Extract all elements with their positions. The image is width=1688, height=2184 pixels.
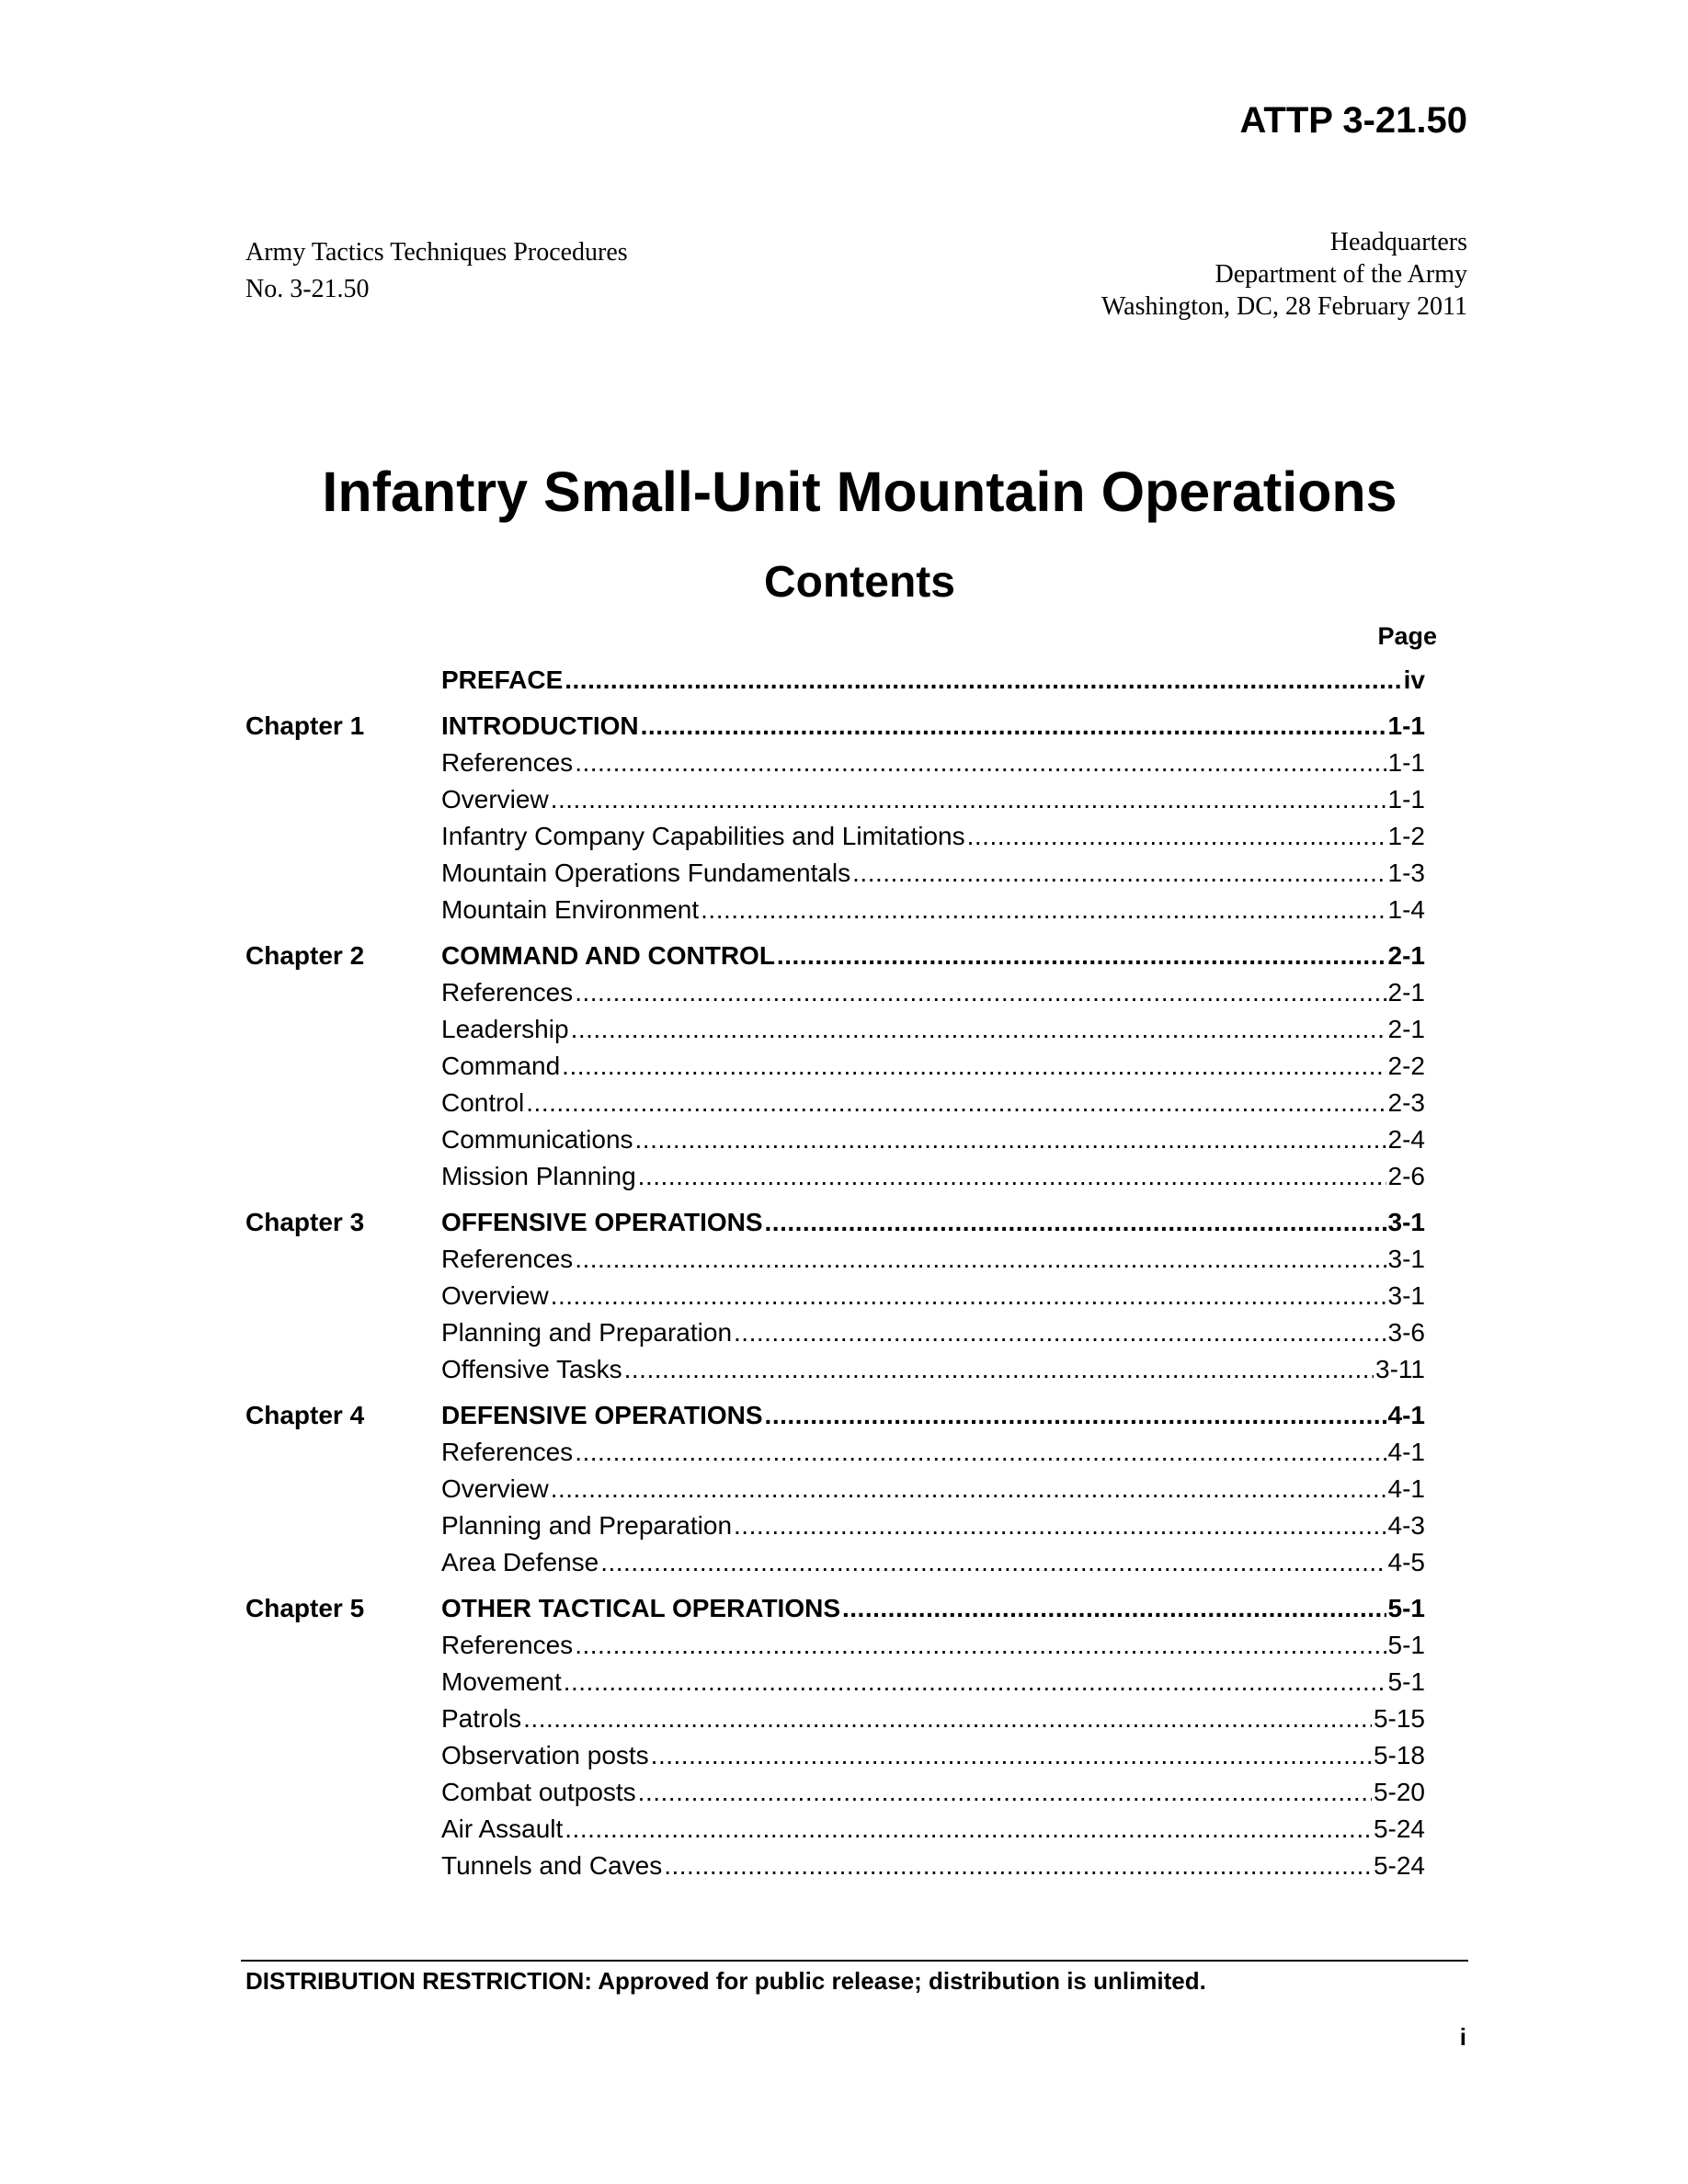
issuer-line-1: Headquarters <box>1329 228 1467 256</box>
toc-entry-title: Air Assault <box>441 1814 564 1843</box>
toc-entry-title: Tunnels and Caves <box>441 1851 663 1880</box>
toc-entry-title: References <box>441 978 574 1007</box>
toc-entry-page: 4-3 <box>1387 1511 1425 1540</box>
toc-entry-title: Patrols <box>441 1704 522 1733</box>
toc-entry-page: 5-1 <box>1387 1667 1425 1696</box>
toc-entry-title: Infantry Company Capabilities and Limitations <box>441 822 965 850</box>
toc-entry-page: 4-1 <box>1387 1474 1425 1503</box>
toc-entry-row[interactable] <box>245 1121 1425 1158</box>
toc-chapter-label: Chapter 5 <box>245 1594 365 1622</box>
toc-dot-leader <box>852 855 1386 892</box>
toc-dot-leader <box>765 1397 1386 1434</box>
toc-chapter-label: Chapter 1 <box>245 711 365 740</box>
toc-entry-row[interactable] <box>245 1737 1425 1774</box>
toc-chapter-row[interactable] <box>245 938 1425 974</box>
toc-entry-page: 2-6 <box>1387 1162 1425 1190</box>
toc-entry-title: COMMAND AND CONTROL <box>441 941 775 970</box>
toc-dot-leader <box>641 708 1386 745</box>
toc-entry-title: Leadership <box>441 1015 569 1043</box>
toc-chapter-row[interactable] <box>245 1397 1425 1434</box>
toc-entry-page: 3-1 <box>1387 1208 1425 1236</box>
toc-entry-title: Offensive Tasks <box>441 1355 622 1383</box>
toc-entry-row[interactable] <box>245 818 1425 855</box>
publication-type: Army Tactics Techniques Procedures <box>245 238 628 267</box>
toc-dot-leader <box>526 1085 1386 1121</box>
toc-entry-row[interactable] <box>245 1848 1425 1884</box>
toc-entry-page: 5-24 <box>1373 1851 1425 1880</box>
toc-entry-title: Planning and Preparation <box>441 1511 733 1540</box>
toc-entry-page: 2-1 <box>1387 941 1425 970</box>
toc-entry-row[interactable] <box>245 1544 1425 1581</box>
toc-entry-row[interactable] <box>245 1664 1425 1701</box>
distribution-restriction: DISTRIBUTION RESTRICTION: Approved for public release; distribution is unlimited. <box>245 1967 1206 1995</box>
toc-chapter-label: Chapter 4 <box>245 1401 365 1429</box>
toc-dot-leader <box>575 1241 1386 1278</box>
toc-entry-page: 2-1 <box>1387 978 1425 1007</box>
toc-entry-title: DEFENSIVE OPERATIONS <box>441 1401 763 1429</box>
toc-dot-leader <box>842 1590 1386 1627</box>
toc-dot-leader <box>575 974 1386 1011</box>
toc-entry-title: Overview <box>441 1281 549 1310</box>
toc-dot-leader <box>565 662 1401 699</box>
toc-entry-title: Control <box>441 1088 525 1117</box>
toc-entry-row[interactable] <box>245 1701 1425 1737</box>
toc-entry-row[interactable] <box>245 745 1425 781</box>
toc-entry-page: 3-11 <box>1375 1355 1425 1383</box>
toc-entry-title: References <box>441 1245 574 1273</box>
toc-entry-title: Overview <box>441 785 549 813</box>
toc-dot-leader <box>701 892 1386 928</box>
toc-entry-row[interactable] <box>245 1471 1425 1507</box>
toc-entry-page: 4-1 <box>1387 1401 1425 1429</box>
toc-chapter-row[interactable] <box>245 708 1425 745</box>
toc-dot-leader <box>734 1507 1386 1544</box>
toc-dot-leader <box>551 1278 1386 1314</box>
toc-dot-leader <box>575 1434 1386 1471</box>
toc-group <box>245 662 1425 699</box>
toc-entry-page: 4-1 <box>1387 1438 1425 1466</box>
contents-heading: Contents <box>764 558 955 607</box>
toc-entry-page: 2-2 <box>1387 1052 1425 1080</box>
toc-entry-title: PREFACE <box>441 665 564 694</box>
toc-dot-leader <box>967 818 1386 855</box>
toc-entry-page: 3-1 <box>1387 1281 1425 1310</box>
page-column-label: Page <box>1377 622 1437 650</box>
toc-entry-page: 5-20 <box>1373 1778 1425 1806</box>
toc-entry-page: 1-3 <box>1387 859 1425 887</box>
toc-dot-leader <box>564 1664 1386 1701</box>
toc-entry-page: 5-1 <box>1387 1594 1425 1622</box>
toc-entry-page: 5-24 <box>1373 1814 1425 1843</box>
toc-group <box>245 1204 1425 1388</box>
toc-dot-leader <box>575 1627 1386 1664</box>
toc-entry-row[interactable] <box>245 974 1425 1011</box>
toc-dot-leader <box>635 1121 1386 1158</box>
toc-entry-title: Area Defense <box>441 1548 599 1576</box>
toc-entry-page: 3-6 <box>1387 1318 1425 1347</box>
toc-group <box>245 1397 1425 1581</box>
toc-entry-title: References <box>441 1438 574 1466</box>
toc-entry-row[interactable] <box>245 1774 1425 1811</box>
toc-entry-page: 5-1 <box>1387 1631 1425 1659</box>
toc-entry-page: iv <box>1403 665 1425 694</box>
toc-entry-title: Planning and Preparation <box>441 1318 733 1347</box>
issuer-line-2: Department of the Army <box>1215 260 1467 289</box>
toc-entry-row[interactable] <box>245 1627 1425 1664</box>
issuer-line-3: Washington, DC, 28 February 2011 <box>1101 292 1467 321</box>
toc-entry-title: References <box>441 748 574 777</box>
toc-dot-leader <box>523 1701 1372 1737</box>
toc-entry-row[interactable] <box>245 1811 1425 1848</box>
publication-info <box>245 234 628 308</box>
toc-entry-title: Observation posts <box>441 1741 649 1769</box>
toc-dot-leader <box>562 1048 1386 1085</box>
toc-entry-title: OTHER TACTICAL OPERATIONS <box>441 1594 840 1622</box>
toc-entry-page: 5-15 <box>1373 1704 1425 1733</box>
toc-entry-page: 1-1 <box>1387 711 1425 740</box>
toc-entry-row[interactable] <box>245 1158 1425 1195</box>
toc-chapter-row[interactable] <box>245 1204 1425 1241</box>
toc-entry-row[interactable] <box>245 1048 1425 1085</box>
page-number: i <box>1459 2023 1466 2051</box>
toc-group <box>245 938 1425 1195</box>
toc-dot-leader <box>664 1848 1372 1884</box>
toc-entry-title: INTRODUCTION <box>441 711 639 740</box>
toc-entry-page: 2-1 <box>1387 1015 1425 1043</box>
toc-entry-title: Command <box>441 1052 561 1080</box>
toc-entry-title: Mission Planning <box>441 1162 636 1190</box>
toc-entry-title: Overview <box>441 1474 549 1503</box>
toc-entry-page: 1-1 <box>1387 785 1425 813</box>
footer-divider <box>241 1960 1468 1962</box>
toc-dot-leader <box>638 1158 1386 1195</box>
toc-dot-leader <box>638 1774 1372 1811</box>
toc-entry-row[interactable] <box>245 1434 1425 1471</box>
toc-chapter-row[interactable] <box>245 662 1425 699</box>
toc-dot-leader <box>600 1544 1386 1581</box>
toc-entry-row[interactable] <box>245 1085 1425 1121</box>
document-id: ATTP 3-21.50 <box>1239 100 1467 141</box>
toc-entry-row[interactable] <box>245 781 1425 818</box>
toc-dot-leader <box>624 1351 1374 1388</box>
issuer-info <box>1101 226 1467 323</box>
toc-entry-page: 2-3 <box>1387 1088 1425 1117</box>
toc-entry-title: References <box>441 1631 574 1659</box>
toc-group <box>245 1590 1425 1884</box>
toc-dot-leader <box>571 1011 1386 1048</box>
toc-chapter-label: Chapter 3 <box>245 1208 365 1236</box>
toc-entry-title: Mountain Operations Fundamentals <box>441 859 851 887</box>
toc-entry-row[interactable] <box>245 1011 1425 1048</box>
toc-dot-leader <box>651 1737 1372 1774</box>
toc-dot-leader <box>765 1204 1386 1241</box>
toc-entry-title: Combat outposts <box>441 1778 636 1806</box>
toc-chapter-label: Chapter 2 <box>245 941 365 970</box>
toc-dot-leader <box>734 1314 1386 1351</box>
toc-entry-title: Communications <box>441 1125 633 1154</box>
toc-entry-page: 5-18 <box>1373 1741 1425 1769</box>
toc-entry-page: 3-1 <box>1387 1245 1425 1273</box>
toc-group <box>245 708 1425 928</box>
toc-chapter-row[interactable] <box>245 1590 1425 1627</box>
toc-entry-title: Movement <box>441 1667 562 1696</box>
toc-entry-page: 1-1 <box>1387 748 1425 777</box>
toc-dot-leader <box>565 1811 1372 1848</box>
publication-number: No. 3-21.50 <box>245 275 370 303</box>
toc-entry-row[interactable] <box>245 1278 1425 1314</box>
toc-entry-row[interactable] <box>245 1241 1425 1278</box>
toc-entry-row[interactable] <box>245 1507 1425 1544</box>
toc-entry-page: 1-2 <box>1387 822 1425 850</box>
toc-entry-title: OFFENSIVE OPERATIONS <box>441 1208 763 1236</box>
toc-entry-row[interactable] <box>245 855 1425 892</box>
toc-entry-page: 1-4 <box>1387 895 1425 924</box>
toc-entry-row[interactable] <box>245 892 1425 928</box>
table-of-contents <box>245 662 1425 1894</box>
toc-entry-page: 4-5 <box>1387 1548 1425 1576</box>
toc-entry-page: 2-4 <box>1387 1125 1425 1154</box>
toc-entry-row[interactable] <box>245 1351 1425 1388</box>
document-title: Infantry Small-Unit Mountain Operations <box>322 461 1397 523</box>
toc-dot-leader <box>551 1471 1386 1507</box>
toc-entry-title: Mountain Environment <box>441 895 700 924</box>
toc-entry-row[interactable] <box>245 1314 1425 1351</box>
toc-dot-leader <box>575 745 1386 781</box>
toc-dot-leader <box>551 781 1386 818</box>
toc-dot-leader <box>777 938 1386 974</box>
